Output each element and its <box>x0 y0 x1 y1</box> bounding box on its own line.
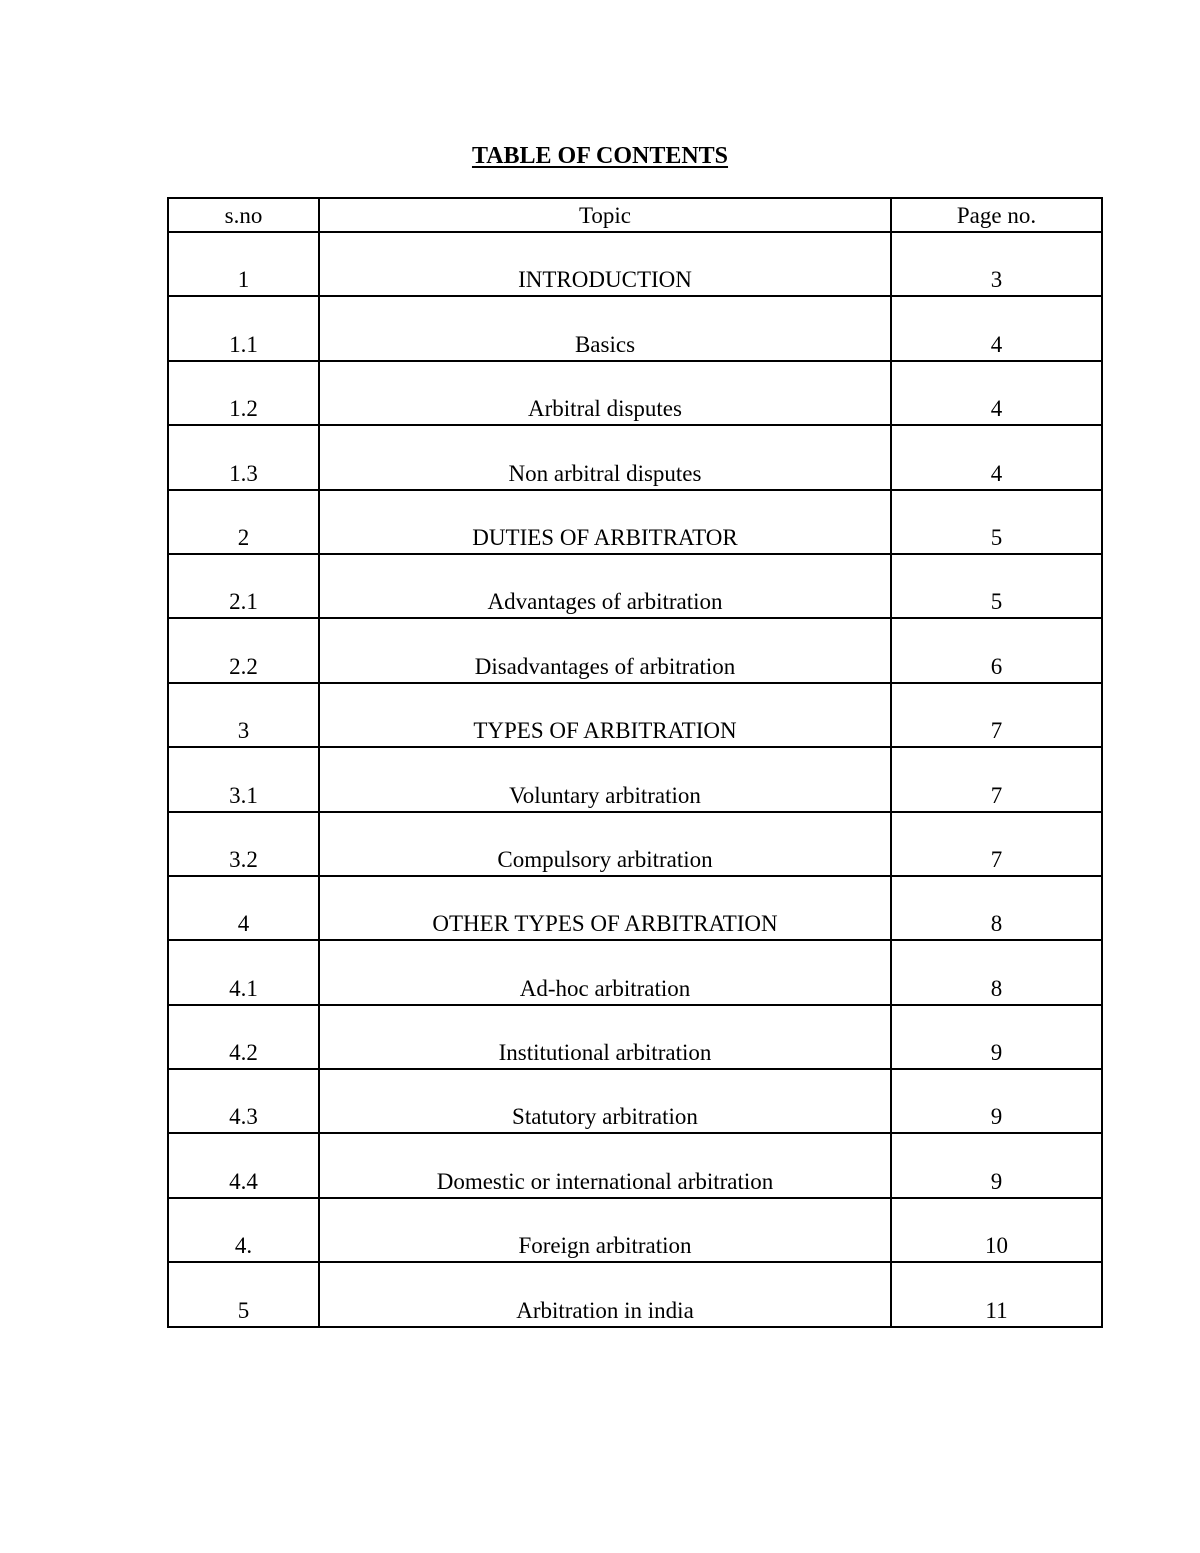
table-row <box>168 876 1102 940</box>
table-row <box>168 1133 1102 1197</box>
page-cell: 11 <box>891 1262 1102 1326</box>
page-cell: 4 <box>891 296 1102 360</box>
sno-cell: 5 <box>168 1262 319 1326</box>
topic-cell: Domestic or international arbitration <box>319 1133 891 1197</box>
page-cell: 8 <box>891 940 1102 1004</box>
topic-cell: DUTIES OF ARBITRATOR <box>319 490 891 554</box>
page-cell: 10 <box>891 1198 1102 1262</box>
table-row <box>168 490 1102 554</box>
table-row <box>168 361 1102 425</box>
topic-cell: INTRODUCTION <box>319 232 891 296</box>
page-cell: 5 <box>891 554 1102 618</box>
page-title: TABLE OF CONTENTS <box>471 143 729 169</box>
sno-cell: 1.1 <box>168 296 319 360</box>
topic-cell: Institutional arbitration <box>319 1005 891 1069</box>
table-row <box>168 747 1102 811</box>
sno-cell: 1 <box>168 232 319 296</box>
sno-cell: 4.1 <box>168 940 319 1004</box>
page-cell: 5 <box>891 490 1102 554</box>
table-row <box>168 1198 1102 1262</box>
column-header-page: Page no. <box>891 198 1102 232</box>
topic-cell: Basics <box>319 296 891 360</box>
table-row <box>168 232 1102 296</box>
page-cell: 6 <box>891 618 1102 682</box>
sno-cell: 3 <box>168 683 319 747</box>
page-cell: 7 <box>891 812 1102 876</box>
page-cell: 7 <box>891 747 1102 811</box>
topic-cell: Arbitration in india <box>319 1262 891 1326</box>
topic-cell: Disadvantages of arbitration <box>319 618 891 682</box>
topic-cell: Ad-hoc arbitration <box>319 940 891 1004</box>
page-cell: 9 <box>891 1005 1102 1069</box>
page-cell: 9 <box>891 1133 1102 1197</box>
topic-cell: Compulsory arbitration <box>319 812 891 876</box>
column-header-topic: Topic <box>319 198 891 232</box>
sno-cell: 4 <box>168 876 319 940</box>
table-row <box>168 1005 1102 1069</box>
sno-cell: 1.2 <box>168 361 319 425</box>
table-row <box>168 296 1102 360</box>
sno-cell: 1.3 <box>168 425 319 489</box>
sno-cell: 2.1 <box>168 554 319 618</box>
topic-cell: Non arbitral disputes <box>319 425 891 489</box>
column-header-sno: s.no <box>168 198 319 232</box>
sno-cell: 4.4 <box>168 1133 319 1197</box>
table-row <box>168 425 1102 489</box>
sno-cell: 4.3 <box>168 1069 319 1133</box>
page-cell: 8 <box>891 876 1102 940</box>
table-header-row <box>168 198 1102 232</box>
table-of-contents <box>167 197 1103 1328</box>
page-cell: 3 <box>891 232 1102 296</box>
table-row <box>168 1262 1102 1326</box>
topic-cell: Advantages of arbitration <box>319 554 891 618</box>
table-row <box>168 1069 1102 1133</box>
page-cell: 4 <box>891 361 1102 425</box>
table-row <box>168 812 1102 876</box>
table-row <box>168 554 1102 618</box>
page-cell: 9 <box>891 1069 1102 1133</box>
sno-cell: 2 <box>168 490 319 554</box>
table-row <box>168 940 1102 1004</box>
page-cell: 7 <box>891 683 1102 747</box>
table-row <box>168 683 1102 747</box>
topic-cell: TYPES OF ARBITRATION <box>319 683 891 747</box>
sno-cell: 3.2 <box>168 812 319 876</box>
sno-cell: 3.1 <box>168 747 319 811</box>
page-cell: 4 <box>891 425 1102 489</box>
sno-cell: 4. <box>168 1198 319 1262</box>
topic-cell: Voluntary arbitration <box>319 747 891 811</box>
topic-cell: OTHER TYPES OF ARBITRATION <box>319 876 891 940</box>
topic-cell: Foreign arbitration <box>319 1198 891 1262</box>
sno-cell: 2.2 <box>168 618 319 682</box>
table-row <box>168 618 1102 682</box>
sno-cell: 4.2 <box>168 1005 319 1069</box>
topic-cell: Statutory arbitration <box>319 1069 891 1133</box>
topic-cell: Arbitral disputes <box>319 361 891 425</box>
